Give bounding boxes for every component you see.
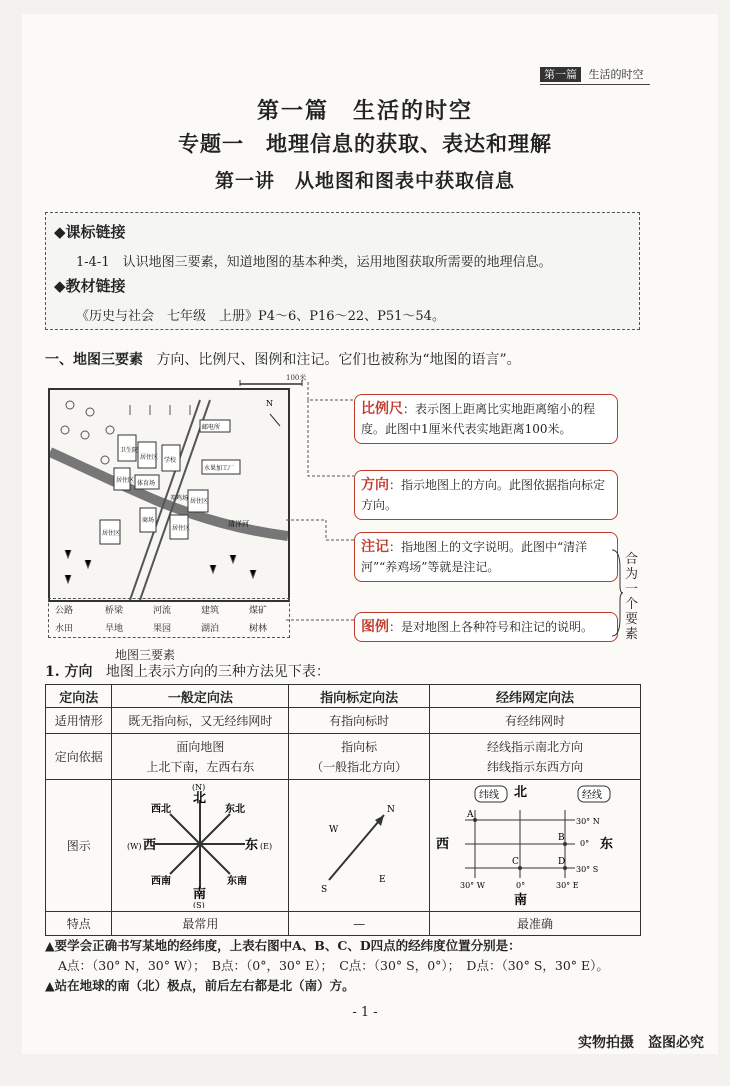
map-label-3: 学校 [164,457,177,464]
map-legend [48,598,290,638]
callout-scale [354,394,618,444]
table-row [46,734,641,780]
map-label-7: 清洋河 [228,520,249,528]
table-header-cell: 定向法 [46,685,112,708]
tree-symbols [61,401,114,464]
section2 [45,661,330,681]
map-label-11: 居住区 [172,525,191,532]
grid-w: 西 [436,837,450,852]
table-cell: 有指向标时 [289,708,430,734]
part-title: 第一篇 生活的时空 [256,98,473,124]
map-drawing [50,390,288,600]
compass-cell [112,780,289,912]
legend-road: 公路 [55,606,74,616]
table-cell: — [289,912,430,936]
compass-nw: 西北 [151,804,172,815]
north-arrow-diagram [299,780,419,908]
map-caption: 地图三要素 [115,648,176,662]
callout-annotation-text: ：指地图上的文字说明。此图中“清洋河”“养鸡场”等就是注记。 [361,540,588,574]
compass-nl: (N) [192,783,206,792]
table-cell: 最准确 [430,912,641,936]
map-label-2: 居住区 [140,454,159,461]
row-label: 适用情形 [46,708,112,734]
callout-direction-text: ：指示地图上的方向。此图依据指向标定方向。 [361,478,606,512]
section1 [45,349,521,369]
scale-label: 100米 [286,374,307,382]
legend-dryland: 旱地 [105,624,124,634]
table-cell: 既无指向标，又无经纬网时 [112,708,289,734]
legend-orchard: 果园 [153,624,172,634]
callout-scale-key: 比例尺 [361,401,403,417]
table-header-cell: 经纬网定向法 [430,685,641,708]
running-header [540,66,650,85]
map-label-0: 邮电所 [202,424,221,431]
legend-forest: 树林 [249,624,268,634]
lecture-title: 第一讲 从地图和图表中获取信息 [214,170,515,192]
jiaocai-heading: ◆教材链接 [54,277,126,295]
legend-paddy: 水田 [55,624,74,634]
grid-lon2: 30° E [556,881,579,890]
table-header-cell: 指向标定向法 [289,685,430,708]
page-number: - 1 - [352,1005,378,1020]
callout-annotation-key: 注记 [361,539,389,555]
grid-lon0: 0° [516,881,526,890]
table-cell: 面向地图 上北下南，左西右东 [112,734,289,780]
header-tag: 第一篇 [540,67,581,82]
table-row [46,708,641,734]
note-3: ▲站在地球的南（北）极点，前后左右都是北（南）方。 [45,978,355,993]
arrow-e: E [379,875,386,885]
map-label-4: 体育场 [137,480,156,487]
arrow-s: S [321,885,328,895]
section2-text: 地图上表示方向的三种方法见下表： [105,664,330,680]
section1-title: 一、地图三要素 [45,352,143,368]
grid-b: B [558,833,565,843]
grid-s: 南 [514,893,528,908]
row-label: 图示 [46,780,112,912]
grid-jingxian: 经线 [582,790,602,801]
paddy-symbols [65,550,256,583]
kebiao-text: 1-4-1 认识地图三要素，知道地图的基本种类，运用地图获取所需要的地理信息。 [76,255,552,270]
callout-scale-text: ：表示图上距离比实地距离缩小的程度。此图中1厘米代表实地距离100米。 [361,402,596,436]
grid-a: A [467,810,474,820]
compass-wl: (W) [127,842,142,851]
callout-annotation [354,532,618,582]
grid-d: D [558,857,566,867]
legend-river: 河流 [153,606,172,616]
grid-lat2: 30° S [576,865,599,874]
grid-lat0: 0° [580,839,590,848]
compass-s: 南 [193,887,207,902]
table-row [46,912,641,936]
direction-table [45,684,641,936]
compass-sl: (S) [193,901,206,908]
topic-title: 专题一 地理信息的获取、表达和理解 [178,131,552,156]
watermark-text: 实物拍摄 盗图必究 [578,1035,704,1051]
map-north-label: N [266,399,273,408]
compass-el: (E) [260,842,273,851]
grid-e: 东 [600,837,614,852]
brace-shape [610,548,624,638]
jiaocai-text: 《历史与社会 七年级 上册》P4～6、P16～22、P51～54。 [76,309,445,324]
map-label-12: 居住区 [102,530,121,537]
arrow-cell [289,780,430,912]
table-cell: 最常用 [112,912,289,936]
brace-label: 合为一个要素 [625,552,639,642]
table-header-row [46,685,641,708]
map-label-10: 商场 [142,517,155,524]
callout-legend-key: 图例 [361,619,389,635]
note-1: ▲要学会正确书写某地的经纬度，上表右图中A、B、C、D四点的经纬度位置分别是： [45,938,521,953]
dryland-symbols [130,405,190,415]
arrow-w: W [329,825,339,835]
callout-direction [354,470,618,520]
grid-lat1: 30° N [576,817,600,826]
grid-n: 北 [514,785,528,800]
compass-sw: 西南 [151,876,172,887]
compass-w: 西 [143,838,157,853]
map-label-6: 居住区 [116,477,135,484]
compass-ne: 东北 [225,804,246,815]
grid-cell [430,780,641,912]
legend-bridge: 桥梁 [105,606,124,616]
map-label-5: 水果加工厂 [204,465,235,472]
row-label: 定向依据 [46,734,112,780]
note-2: A点：（30° N，30° W）； B点：（0°，30° E）； C点：（30° S，0°）； D点：（30° S，30° E）。 [58,958,609,973]
map-label-1: 卫生院 [120,447,139,454]
callout-legend-text: ：是对地图上各种符号和注记的说明。 [389,620,594,634]
table-header-cell: 一般定向法 [112,685,289,708]
header-title: 生活的时空 [588,68,644,81]
map-label-9: 居住区 [190,498,209,505]
connector-lines [286,380,358,630]
legend-building: 建筑 [201,606,220,616]
table-cell: 指向标 （一般指北方向） [289,734,430,780]
table-row [46,780,641,912]
map-label-8: 养鸡场 [170,495,189,502]
compass-n: 北 [193,791,207,806]
legend-lake: 湖泊 [201,624,220,634]
compass-e: 东 [245,838,259,853]
links-box [45,212,640,330]
grid-weixian: 纬线 [479,790,499,801]
grid-c: C [512,857,519,867]
arrow-n: N [387,805,395,815]
section1-text: 方向、比例尺、图例和注记。它们也被称为“地图的语言”。 [156,352,521,368]
kebiao-heading: ◆课标链接 [54,223,126,241]
graticule-diagram [430,780,640,908]
demo-map [48,388,290,602]
legend-mine: 煤矿 [249,606,268,616]
section2-title: 1. 方向 [45,664,93,680]
table-cell: 有经纬网时 [430,708,641,734]
table-cell: 经线指示南北方向 纬线指示东西方向 [430,734,641,780]
callout-legend [354,612,618,642]
grid-lon1: 30° W [460,881,485,890]
row-label: 特点 [46,912,112,936]
compass-diagram [125,780,275,908]
callout-direction-key: 方向 [361,477,389,493]
compass-se: 东南 [227,876,248,887]
